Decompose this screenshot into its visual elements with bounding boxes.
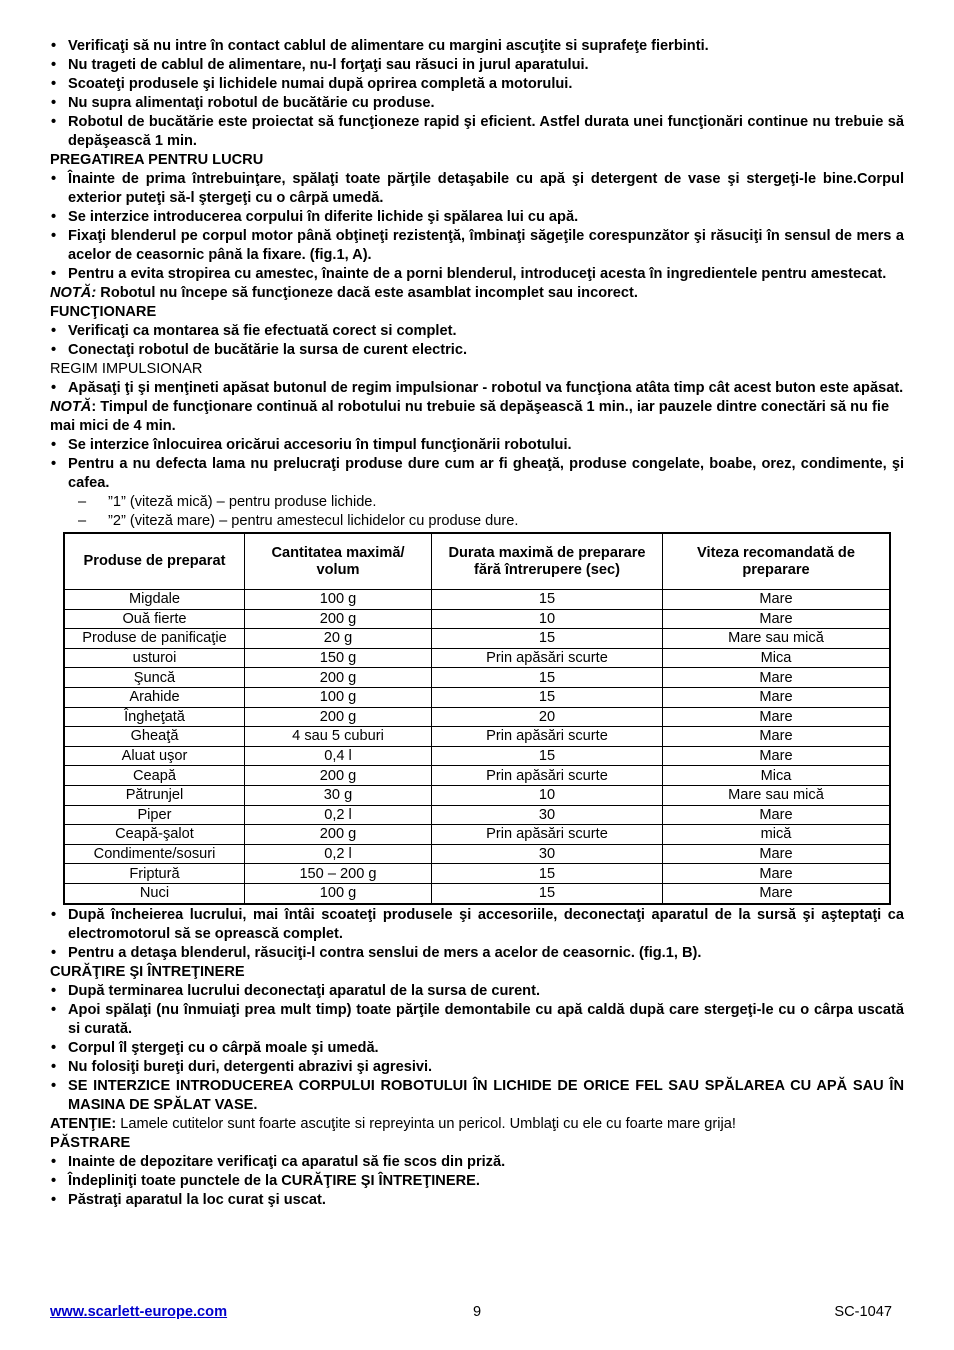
bullet-text-after: . — [253, 1096, 258, 1113]
table-cell: 20 g — [245, 629, 432, 649]
table-row — [64, 805, 890, 825]
note-label: NOTĂ — [50, 399, 92, 415]
table-cell: 0,2 l — [245, 805, 432, 825]
bullet-item — [50, 1077, 904, 1115]
bullet-item — [50, 906, 904, 944]
table-cell: Pătrunjel — [64, 785, 245, 805]
table-cell: Mare — [663, 609, 891, 629]
bullet-item — [50, 227, 904, 265]
table-cell: Mica — [663, 648, 891, 668]
bullet-bold-text: Se interzice introducerea corpului în diferite lichide şi spălarea lui cu apă. — [68, 209, 579, 225]
intro-bullet-list — [50, 37, 904, 151]
table-cell: 30 g — [245, 785, 432, 805]
bullet-text: Nu folosiţi bureţi duri, detergenti abrazivi şi agresivi. — [68, 1058, 433, 1075]
table-header-cell: Durata maximă de preparare fără întrerupere (sec) — [432, 533, 663, 590]
table-cell: Mare — [663, 668, 891, 688]
bullet-item — [50, 265, 904, 284]
heading-pregatirea: PREGATIREA PENTRU LUCRU — [50, 152, 264, 168]
table-header-row — [64, 533, 890, 590]
table-cell: Mare — [663, 727, 891, 747]
bullet-item — [50, 113, 904, 151]
table-cell: Şuncă — [64, 668, 245, 688]
table-cell: Mare — [663, 805, 891, 825]
note-label: NOTĂ: — [50, 285, 97, 301]
table-cell: 15 — [432, 668, 663, 688]
table-row — [64, 648, 890, 668]
table-cell: Ceapă — [64, 766, 245, 786]
table-cell: Prin apăsări scurte — [432, 727, 663, 747]
bullet-bold-text: SE INTERZICE INTRODUCEREA CORPULUI ROBOTULUI ÎN LICHIDE DE ORICE FEL SAU SPĂLAREA CU APĂ SAU ÎN MASINA DE SPĂLAT VASE — [68, 1077, 904, 1113]
table-cell: Produse de panificaţie — [64, 629, 245, 649]
table-cell: Ouă fierte — [64, 609, 245, 629]
heading-curatire: CURĂŢIRE ŞI ÎNTREŢINERE — [50, 963, 245, 980]
page-number: 9 — [473, 1304, 482, 1320]
bullet-item — [50, 37, 904, 56]
bullet-item — [50, 1039, 904, 1058]
func-bullet-list — [50, 322, 904, 360]
table-cell: 15 — [432, 746, 663, 766]
bullet-text: Conectaţi robotul de bucătărie la sursa de curent electric. — [68, 342, 468, 358]
table-cell: Mare — [663, 687, 891, 707]
table-cell: 30 — [432, 844, 663, 864]
bullet-text: Robotul de bucătărie este proiectat să funcţioneze rapid şi eficient. Astfel — [68, 114, 585, 130]
table-cell: 200 g — [245, 609, 432, 629]
table-row — [64, 590, 890, 610]
table-cell: 30 — [432, 805, 663, 825]
bullet-item — [50, 455, 904, 493]
bullet-item — [50, 322, 904, 341]
bullet-text: Pentru a detaşa blenderul, răsuciţi-l contra senslui de mers a acelor de ceasornic. (fig.1, B). — [68, 944, 702, 961]
table-row — [64, 785, 890, 805]
heading-functionare: FUNCŢIONARE — [50, 304, 157, 320]
bullet-text: Pentru a nu defecta lama nu prelucraţi produse dure cum ar fi gheaţă, produse congelate, boabe, orez, condimente, şi cafea. — [68, 456, 904, 491]
table-cell: 0,2 l — [245, 844, 432, 864]
bullet-bold-text: După încheierea lucrului, mai întâi scoateţi produsele şi accesoriile, deconectaţi aparatul de la sursă şi aşteptaţi ca electromotorul să se oprească complet. — [68, 906, 904, 942]
table-cell: Piper — [64, 805, 245, 825]
note-text: : Timpul de funcţionare continuă al robotului nu trebuie să depăşească 1 min., iar pauzele dintre conectări să nu fie mai mici de 4 min. — [50, 399, 890, 434]
table-cell: 150 – 200 g — [245, 864, 432, 884]
bullet-text: Păstraţi aparatul la loc curat şi uscat. — [68, 1191, 326, 1208]
table-cell: Mare — [663, 746, 891, 766]
table-cell: Prin apăsări scurte — [432, 648, 663, 668]
bullet-text: Fixaţi blenderul pe corpul motor până obţineţi rezistenţă, îmbinaţi săgeţile corespunzător şi răsuciţi în sensul de mers a acelor de ceasornic până la fixare. (fig.1, A). — [68, 228, 904, 263]
table-cell: Gheaţă — [64, 727, 245, 747]
table-cell: Friptură — [64, 864, 245, 884]
bullet-item — [50, 56, 904, 75]
table-row — [64, 766, 890, 786]
bullet-item — [50, 982, 904, 1001]
note-timing — [50, 398, 904, 436]
table-cell: Aluat uşor — [64, 746, 245, 766]
bullet-text: Corpul îl ştergeţi cu o cârpă moale şi umedă. — [68, 1039, 379, 1056]
website-link[interactable]: www.scarlett-europe.com — [50, 1304, 228, 1320]
model-number: SC-1047 — [834, 1304, 892, 1320]
table-cell: Ceapă-şalot — [64, 825, 245, 845]
table-row — [64, 668, 890, 688]
table-cell: Mica — [663, 766, 891, 786]
bullet-text: Apoi spălaţi (nu înmuiaţi prea mult timp) toate părţile demontabile cu apă caldă după care stergeţi-le cu o cârpa uscată si curată. — [68, 1001, 904, 1037]
note-text: Robotul nu începe să funcţioneze dacă este asamblat incomplet sau incorect. — [96, 285, 638, 301]
note-assembly — [50, 284, 904, 303]
heading-pastrare: PĂSTRARE — [50, 1134, 131, 1151]
table-row — [64, 844, 890, 864]
heading-regim-impulsionar: REGIM IMPULSIONAR — [50, 361, 203, 377]
clean-bullet-list — [50, 982, 904, 1115]
pulse-bullet-list-2 — [50, 436, 904, 493]
bullet-item — [50, 75, 904, 94]
table-cell: Prin apăsări scurte — [432, 825, 663, 845]
bullet-text: Nu supra alimentaţi robotul de bucătărie cu produse. — [68, 95, 435, 111]
warning-note — [50, 1115, 904, 1134]
table-cell: Mare — [663, 590, 891, 610]
table-cell: 0,4 l — [245, 746, 432, 766]
prep-bullet-list — [50, 170, 904, 284]
bullet-item — [50, 208, 904, 227]
bullet-text: Verificaţi ca montarea să fie efectuată corect si complet. — [68, 323, 457, 339]
table-cell: Migdale — [64, 590, 245, 610]
dash-item: – ”2” (viteză mare) – pentru amestecul lichidelor cu produse dure. — [50, 512, 904, 531]
table-cell: Îngheţată — [64, 707, 245, 727]
table-cell: 20 — [432, 707, 663, 727]
table-cell: Mare — [663, 707, 891, 727]
speed-dash-list — [50, 493, 904, 531]
bullet-text: Inainte de depozitare verificaţi ca aparatul să fie scos din priză. — [68, 1153, 506, 1170]
table-cell: 10 — [432, 609, 663, 629]
bullet-item — [50, 94, 904, 113]
bullet-text: Nu trageti de cablul de alimentare, nu-l forţaţi sau răsuci in jurul aparatului. — [68, 57, 589, 73]
table-cell: Mare — [663, 864, 891, 884]
table-cell: Mare — [663, 883, 891, 903]
bullet-bold-text: Pentru a evita stropirea cu amestec, înainte de a porni blenderul, introduceţi acesta în ingredientele pentru amestecat. — [68, 266, 887, 282]
table-cell: usturoi — [64, 648, 245, 668]
table-cell: Mare — [663, 844, 891, 864]
bullet-text: Înainte de prima întrebuinţare, spălaţi toate părţile detaşabile cu apă şi detergent de vase şi stergeţi-le bine.Corpul exterior puteţi să-l ştergeţi cu o cârpă umedă. — [68, 171, 904, 206]
table-cell: 200 g — [245, 766, 432, 786]
warning-label: ATENŢIE: — [50, 1115, 117, 1132]
bullet-text: Îndepliniţi toate punctele de la CURĂŢIRE ŞI ÎNTREŢINERE. — [68, 1172, 480, 1189]
bullet-item — [50, 944, 904, 963]
bullet-bold-text: durata unei funcţionări continue nu trebuie să depăşească 1 min. — [68, 114, 904, 149]
table-row — [64, 707, 890, 727]
store-bullet-list — [50, 1153, 904, 1210]
table-cell: Mare sau mică — [663, 629, 891, 649]
table-cell: Arahide — [64, 687, 245, 707]
table-cell: 4 sau 5 cuburi — [245, 727, 432, 747]
warning-text: Lamele cutitelor sunt foarte ascuţite si repreyinta un pericol. Umblaţi cu ele cu foarte mare grija! — [116, 1115, 736, 1132]
pulse-bullet-list — [50, 379, 904, 398]
table-cell: mică — [663, 825, 891, 845]
table-row — [64, 609, 890, 629]
table-cell: 100 g — [245, 687, 432, 707]
table-row — [64, 687, 890, 707]
table-cell: 200 g — [245, 707, 432, 727]
bullet-item — [50, 379, 904, 398]
bullet-text: Scoateţi produsele şi lichidele numai după oprirea completă a motorului. — [68, 76, 573, 92]
table-header-cell: Viteza recomandată de preparare — [663, 533, 891, 590]
table-cell: 15 — [432, 864, 663, 884]
bullet-text: Apăsaţi ţi şi menţineti apăsat butonul de regim impulsionar - robotul va funcţiona atâta timp cât acest buton este apăsat. — [68, 380, 904, 396]
bullet-item — [50, 436, 904, 455]
preparation-table — [63, 532, 891, 905]
bullet-item — [50, 341, 904, 360]
after-table-bullet-list — [50, 906, 904, 963]
table-body — [64, 590, 890, 904]
bullet-item — [50, 1001, 904, 1039]
table-cell: Nuci — [64, 883, 245, 903]
bullet-item — [50, 170, 904, 208]
bullet-text: Se interzice înlocuirea oricărui accesoriu în timpul funcţionării robotului. — [68, 437, 572, 453]
table-cell: 15 — [432, 687, 663, 707]
table-cell: 100 g — [245, 590, 432, 610]
table-row — [64, 864, 890, 884]
table-cell: 15 — [432, 629, 663, 649]
dash-item: – ”1” (viteză mică) – pentru produse lichide. — [50, 493, 904, 512]
table-cell: 200 g — [245, 825, 432, 845]
table-row — [64, 727, 890, 747]
document-page — [50, 37, 904, 1210]
table-row — [64, 629, 890, 649]
bullet-text: După terminarea lucrului deconectaţi aparatul de la sursa de curent. — [68, 982, 541, 999]
table-row — [64, 883, 890, 903]
bullet-item — [50, 1058, 904, 1077]
table-cell: 10 — [432, 785, 663, 805]
table-cell: 15 — [432, 590, 663, 610]
bullet-item — [50, 1172, 904, 1191]
table-cell: 200 g — [245, 668, 432, 688]
bullet-item — [50, 1191, 904, 1210]
bullet-item — [50, 1153, 904, 1172]
table-cell: Condimente/sosuri — [64, 844, 245, 864]
page-footer — [50, 1303, 892, 1323]
table-cell: 100 g — [245, 883, 432, 903]
table-header-cell: Produse de preparat — [64, 533, 245, 590]
table-cell: Mare sau mică — [663, 785, 891, 805]
table-cell: Prin apăsări scurte — [432, 766, 663, 786]
table-row — [64, 746, 890, 766]
table-row — [64, 825, 890, 845]
bullet-text: Verificaţi să nu intre în contact cablul de alimentare cu margini ascuţite si suprafeţe fierbinti. — [68, 38, 709, 54]
table-cell: 15 — [432, 883, 663, 903]
table-header-cell: Cantitatea maximă/ volum — [245, 533, 432, 590]
table-cell: 150 g — [245, 648, 432, 668]
